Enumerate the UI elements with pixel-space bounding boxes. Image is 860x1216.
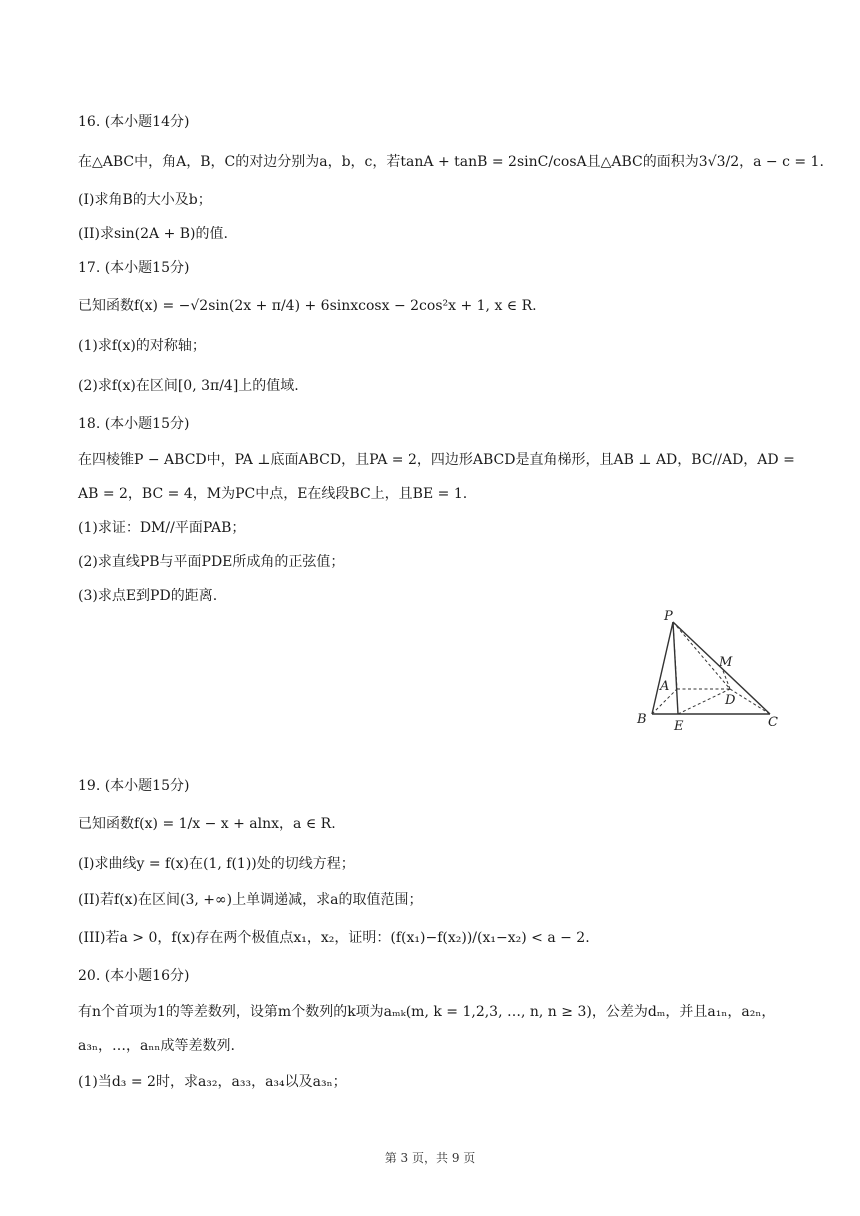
problem-19-statement: 已知函数f(x) = 1/x − x + alnx，a ∈ R. (78, 816, 336, 832)
page-footer: 第 3 页，共 9 页 (384, 1151, 476, 1165)
edge-ED (678, 689, 730, 714)
problem-18-part-3: (3)求点E到PD的距离. (78, 588, 218, 604)
problem-16-statement: 在△ABC中，角A，B，C的对边分别为a，b，c，若tanA + tanB = 2sinC/cosA且△ABC的面积为3√3/2，a − c = 1. (78, 154, 824, 170)
problem-20-part-1: (1)当d₃ = 2时，求a₃₂，a₃₃，a₃₄以及a₃ₙ； (78, 1074, 347, 1090)
problem-18-part-1: (1)求证：DM//平面PAB； (78, 520, 246, 536)
edge-DM (722, 668, 730, 689)
problem-19-part-1: (I)求曲线y = f(x)在(1, f(1))处的切线方程； (78, 856, 355, 872)
edge-DC (730, 689, 770, 714)
problem-16-part-1: (I)求角B的大小及b； (78, 192, 212, 208)
label-D: D (725, 693, 736, 708)
problem-18-statement-line-1: 在四棱锥P − ABCD中，PA ⊥底面ABCD，且PA = 2，四边形ABCD是直角梯形，且AB ⊥ AD，BC//AD，AD = (78, 452, 795, 468)
problem-20-heading: 20. (本小题16分) (78, 968, 190, 984)
problem-17-heading: 17. (本小题15分) (78, 260, 190, 276)
label-A: A (660, 679, 670, 694)
edge-PB (652, 622, 673, 714)
label-E: E (674, 719, 684, 734)
problem-16-part-2: (II)求sin(2A + B)的值. (78, 226, 228, 242)
problem-20-statement-line-2: a₃ₙ，…，aₙₙ成等差数列. (78, 1038, 235, 1054)
problem-19-part-3: (III)若a > 0，f(x)存在两个极值点x₁，x₂，证明：(f(x₁)−f(x₂))/(x₁−x₂) < a − 2. (78, 930, 590, 946)
label-M: M (719, 655, 733, 670)
problem-19-heading: 19. (本小题15分) (78, 778, 190, 794)
label-B: B (637, 712, 647, 727)
problem-20-statement-line-1: 有n个首项为1的等差数列，设第m个数列的k项为aₘₖ(m, k = 1,2,3, …, n, n ≥ 3)，公差为dₘ，并且a₁ₙ，a₂ₙ， (78, 1004, 776, 1020)
problem-18-statement-line-2: AB = 2，BC = 4，M为PC中点，E在线段BC上，且BE = 1. (78, 486, 468, 502)
problem-17-part-2: (2)求f(x)在区间[0, 3π/4]上的值域. (78, 378, 299, 394)
problem-18-heading: 18. (本小题15分) (78, 416, 190, 432)
label-P: P (664, 609, 673, 624)
label-C: C (768, 715, 778, 730)
problem-17-statement: 已知函数f(x) = −√2sin(2x + π/4) + 6sinxcosx − 2cos²x + 1, x ∈ R. (78, 298, 537, 314)
problem-17-part-1: (1)求f(x)的对称轴； (78, 338, 206, 354)
problem-19-part-2: (II)若f(x)在区间(3, +∞)上单调递减，求a的取值范围； (78, 892, 423, 908)
problem-18-part-2: (2)求直线PB与平面PDE所成角的正弦值； (78, 554, 345, 570)
problem-16-heading: 16. (本小题14分) (78, 114, 190, 130)
pyramid-figure (630, 606, 790, 736)
